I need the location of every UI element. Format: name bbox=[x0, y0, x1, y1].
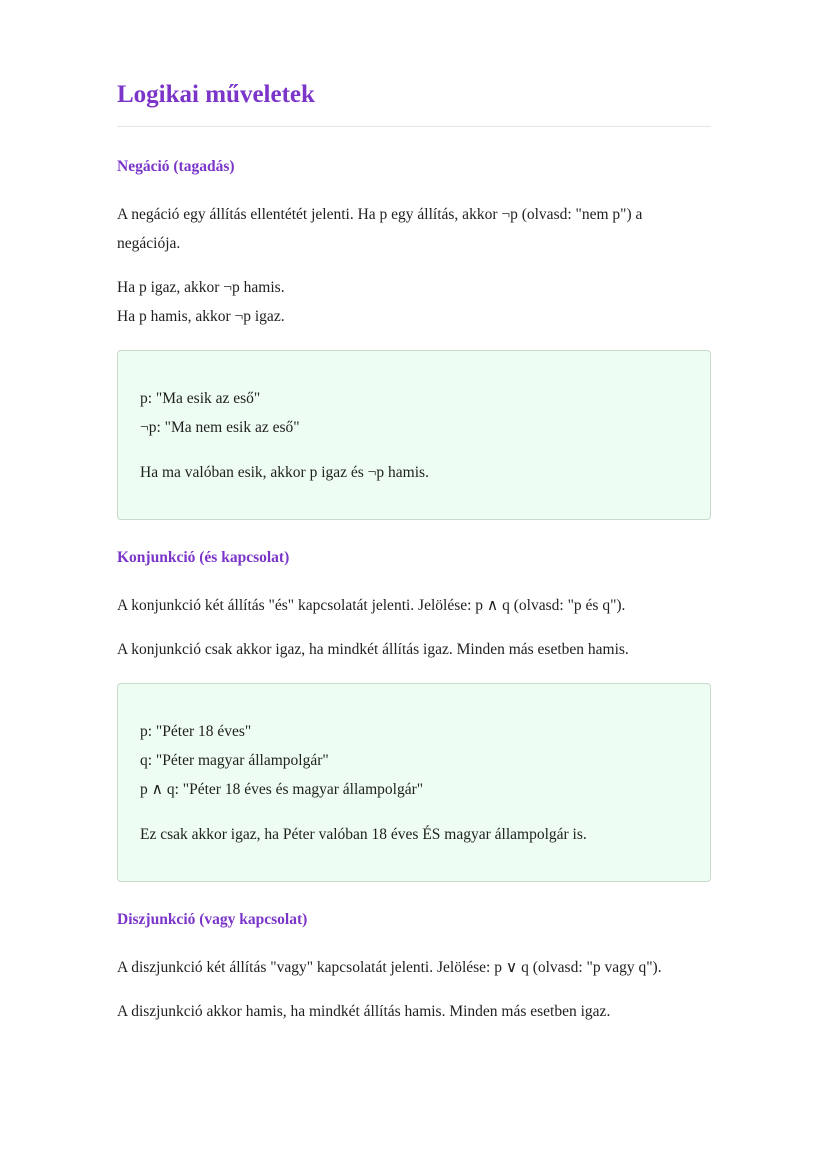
document-page bbox=[117, 78, 711, 1026]
example-box-conjunction bbox=[117, 683, 711, 882]
example-line: q: "Péter magyar állampolgár" bbox=[140, 752, 329, 769]
example-box-negation bbox=[117, 350, 711, 520]
example-line: p ∧ q: "Péter 18 éves és magyar állampolgár" bbox=[140, 781, 424, 798]
conjunction-definition: A konjunkció két állítás "és" kapcsolatát jelenti. Jelölése: p ∧ q (olvasd: "p és q"). bbox=[117, 597, 626, 614]
negation-definition bbox=[117, 200, 711, 258]
paragraph-line: negációja. bbox=[117, 235, 181, 252]
negation-rules bbox=[117, 273, 711, 331]
conjunction-rule: A konjunkció csak akkor igaz, ha mindkét állítás igaz. Minden más esetben hamis. bbox=[117, 641, 629, 658]
example-conclusion: Ez csak akkor igaz, ha Péter valóban 18 éves ÉS magyar állampolgár is. bbox=[140, 826, 587, 843]
disjunction-rule: A diszjunkció akkor hamis, ha mindkét állítás hamis. Minden más esetben igaz. bbox=[117, 1003, 611, 1020]
example-line: p: "Péter 18 éves" bbox=[140, 723, 252, 740]
page-title: Logikai műveletek bbox=[117, 78, 711, 127]
section-heading-conjunction: Konjunkció (és kapcsolat) bbox=[117, 549, 290, 566]
section-heading-negation: Negáció (tagadás) bbox=[117, 158, 235, 175]
rule-line: Ha p hamis, akkor ¬p igaz. bbox=[117, 308, 285, 325]
example-line: ¬p: "Ma nem esik az eső" bbox=[140, 419, 300, 436]
paragraph-line: A negáció egy állítás ellentétét jelenti. Ha p egy állítás, akkor ¬p (olvasd: "nem p") a bbox=[117, 206, 643, 223]
example-conclusion: Ha ma valóban esik, akkor p igaz és ¬p hamis. bbox=[140, 464, 429, 481]
disjunction-definition: A diszjunkció két állítás "vagy" kapcsolatát jelenti. Jelölése: p ∨ q (olvasd: "p vagy q"). bbox=[117, 959, 662, 976]
section-heading-disjunction: Diszjunkció (vagy kapcsolat) bbox=[117, 911, 308, 928]
example-line: p: "Ma esik az eső" bbox=[140, 390, 261, 407]
rule-line: Ha p igaz, akkor ¬p hamis. bbox=[117, 279, 285, 296]
